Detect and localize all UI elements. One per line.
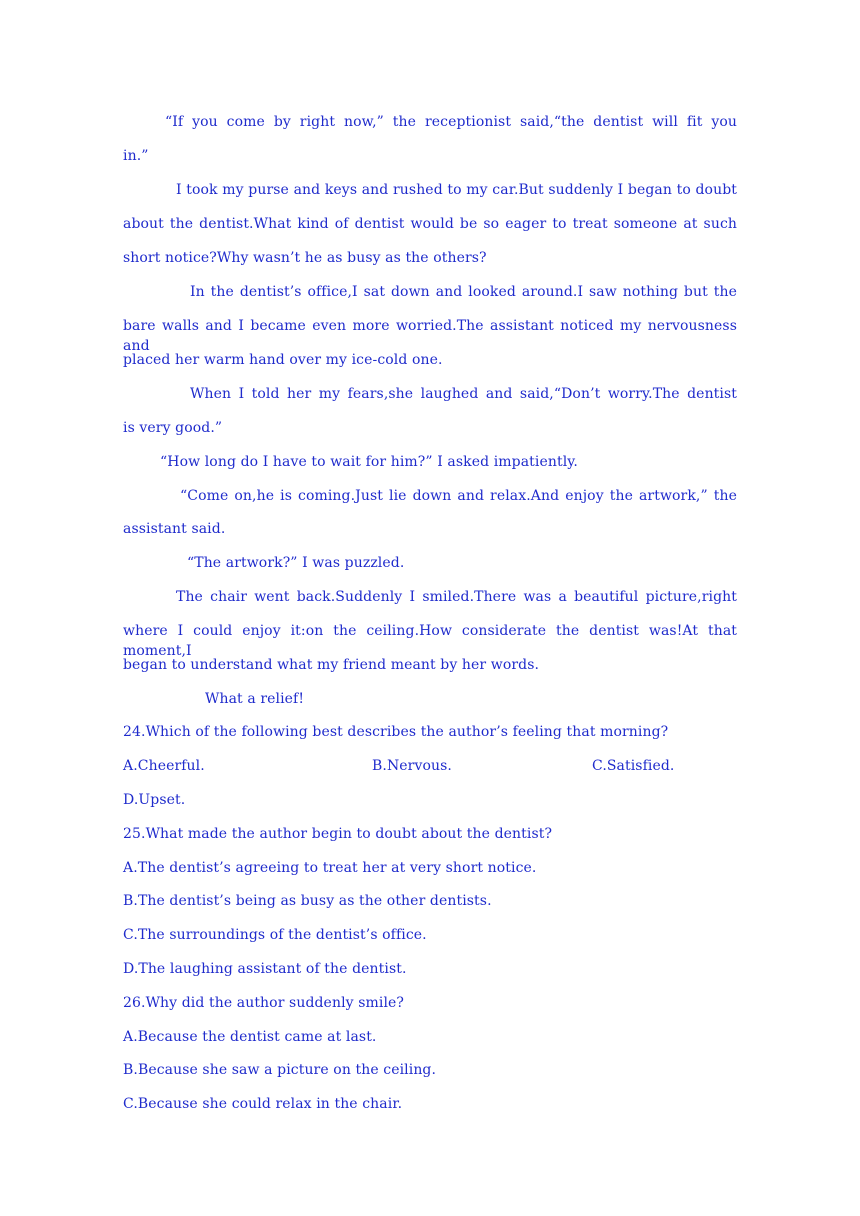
passage-line: bare walls and I became even more worried.The assistant noticed my nervousness and [123, 318, 737, 354]
passage-line: In the dentist’s office,I sat down and looked around.I saw nothing but the [190, 284, 737, 300]
passage-line: short notice?Why wasn’t he as busy as the others? [123, 250, 487, 266]
option-a: A.Cheerful. [123, 758, 205, 774]
passage-line: What a relief! [205, 691, 305, 707]
option-c: C.The surroundings of the dentist’s office. [123, 927, 427, 943]
passage-line: placed her warm hand over my ice-cold one. [123, 352, 443, 368]
option-c: C.Satisfied. [592, 758, 675, 774]
option-c: C.Because she could relax in the chair. [123, 1096, 403, 1112]
passage-line: When I told her my fears,she laughed and said,“Don’t worry.The dentist [190, 386, 737, 402]
passage-line: “How long do I have to wait for him?” I asked impatiently. [160, 454, 578, 470]
passage-line: I took my purse and keys and rushed to my car.But suddenly I began to doubt [176, 182, 737, 198]
option-b: B.The dentist’s being as busy as the other dentists. [123, 893, 492, 909]
passage-line: where I could enjoy it:on the ceiling.How considerate the dentist was!At that moment,I [123, 623, 737, 659]
passage-line: “Come on,he is coming.Just lie down and relax.And enjoy the artwork,” the [180, 488, 737, 504]
option-d: D.Upset. [123, 792, 186, 808]
option-b: B.Nervous. [372, 758, 452, 774]
passage-line: The chair went back.Suddenly I smiled.There was a beautiful picture,right [176, 589, 737, 605]
passage-line: began to understand what my friend meant by her words. [123, 657, 540, 673]
passage-line: in.” [123, 148, 149, 164]
option-d: D.The laughing assistant of the dentist. [123, 961, 407, 977]
question-stem: 25.What made the author begin to doubt about the dentist? [123, 826, 553, 842]
passage-line: about the dentist.What kind of dentist would be so eager to treat someone at such [123, 216, 737, 232]
passage-line: assistant said. [123, 521, 226, 537]
passage-line: “If you come by right now,” the receptionist said,“the dentist will fit you [165, 114, 737, 130]
option-a: A.Because the dentist came at last. [123, 1029, 377, 1045]
passage-line: “The artwork?” I was puzzled. [187, 555, 405, 571]
question-stem: 26.Why did the author suddenly smile? [123, 995, 405, 1011]
option-a: A.The dentist’s agreeing to treat her at very short notice. [123, 860, 537, 876]
option-b: B.Because she saw a picture on the ceiling. [123, 1062, 437, 1078]
question-stem: 24.Which of the following best describes the author’s feeling that morning? [123, 724, 669, 740]
passage-line: is very good.” [123, 420, 223, 436]
